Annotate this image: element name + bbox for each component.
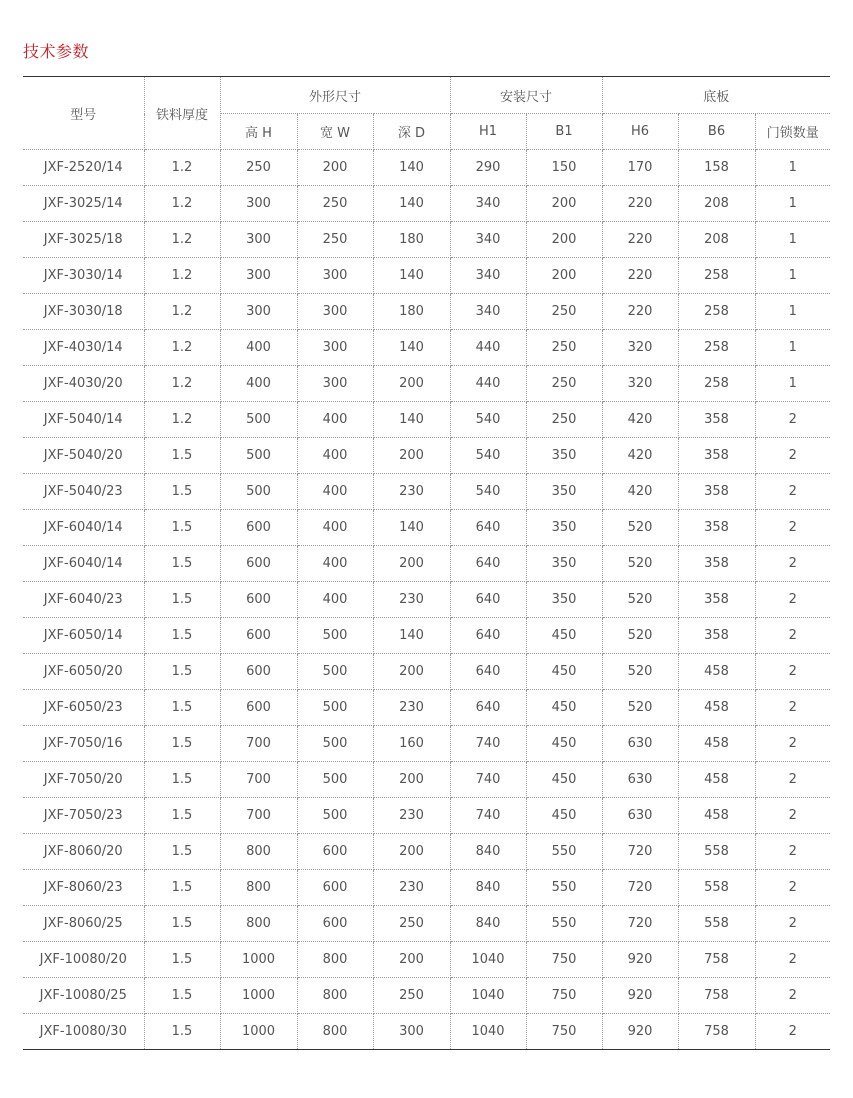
cell-h1: 640 [450, 690, 526, 726]
header-height: 高 H [220, 114, 297, 150]
cell-width: 800 [297, 942, 373, 978]
cell-b1: 350 [526, 438, 602, 474]
cell-thickness: 1.5 [144, 582, 220, 618]
cell-width: 600 [297, 834, 373, 870]
cell-h1: 840 [450, 870, 526, 906]
cell-height: 300 [220, 186, 297, 222]
cell-h1: 840 [450, 834, 526, 870]
cell-b6: 758 [678, 942, 755, 978]
cell-h1: 340 [450, 294, 526, 330]
cell-width: 500 [297, 726, 373, 762]
cell-model: JXF-3030/14 [23, 258, 144, 294]
cell-h6: 630 [602, 798, 678, 834]
cell-h1: 540 [450, 402, 526, 438]
cell-model: JXF-6040/14 [23, 546, 144, 582]
cell-width: 400 [297, 402, 373, 438]
table-row [23, 366, 830, 402]
cell-b6: 558 [678, 870, 755, 906]
cell-h1: 440 [450, 330, 526, 366]
cell-b6: 458 [678, 762, 755, 798]
cell-model: JXF-6040/23 [23, 582, 144, 618]
cell-h1: 340 [450, 222, 526, 258]
cell-b6: 358 [678, 402, 755, 438]
cell-width: 800 [297, 1014, 373, 1050]
cell-height: 500 [220, 402, 297, 438]
cell-height: 400 [220, 330, 297, 366]
cell-thickness: 1.5 [144, 978, 220, 1014]
table-row [23, 762, 830, 798]
cell-b1: 350 [526, 510, 602, 546]
cell-model: JXF-8060/23 [23, 870, 144, 906]
cell-depth: 140 [373, 150, 450, 186]
cell-h6: 520 [602, 510, 678, 546]
cell-thickness: 1.5 [144, 654, 220, 690]
cell-h1: 540 [450, 474, 526, 510]
cell-thickness: 1.5 [144, 1014, 220, 1050]
cell-thickness: 1.2 [144, 150, 220, 186]
cell-model: JXF-8060/25 [23, 906, 144, 942]
cell-h6: 220 [602, 186, 678, 222]
cell-model: JXF-8060/20 [23, 834, 144, 870]
cell-b6: 158 [678, 150, 755, 186]
cell-h6: 220 [602, 222, 678, 258]
header-h6: H6 [602, 114, 678, 150]
cell-lock-count: 2 [755, 762, 830, 798]
cell-height: 1000 [220, 1014, 297, 1050]
table-row [23, 438, 830, 474]
cell-h1: 290 [450, 150, 526, 186]
cell-lock-count: 2 [755, 834, 830, 870]
cell-width: 500 [297, 654, 373, 690]
header-base-plate: 底板 [602, 77, 830, 114]
table-row [23, 690, 830, 726]
cell-b6: 458 [678, 690, 755, 726]
cell-depth: 200 [373, 942, 450, 978]
cell-thickness: 1.5 [144, 474, 220, 510]
cell-depth: 230 [373, 690, 450, 726]
cell-width: 400 [297, 438, 373, 474]
cell-h6: 170 [602, 150, 678, 186]
cell-h6: 520 [602, 618, 678, 654]
cell-thickness: 1.5 [144, 762, 220, 798]
cell-b1: 550 [526, 870, 602, 906]
cell-thickness: 1.5 [144, 798, 220, 834]
cell-model: JXF-10080/25 [23, 978, 144, 1014]
cell-h6: 920 [602, 978, 678, 1014]
cell-thickness: 1.2 [144, 294, 220, 330]
cell-h6: 920 [602, 942, 678, 978]
cell-thickness: 1.5 [144, 618, 220, 654]
cell-h1: 740 [450, 762, 526, 798]
cell-b1: 750 [526, 1014, 602, 1050]
cell-width: 600 [297, 906, 373, 942]
cell-thickness: 1.2 [144, 330, 220, 366]
cell-h6: 520 [602, 582, 678, 618]
table-row [23, 1014, 830, 1050]
cell-h6: 420 [602, 438, 678, 474]
cell-b1: 200 [526, 222, 602, 258]
cell-b1: 550 [526, 906, 602, 942]
cell-h1: 1040 [450, 1014, 526, 1050]
cell-lock-count: 2 [755, 942, 830, 978]
cell-model: JXF-6050/14 [23, 618, 144, 654]
cell-model: JXF-10080/20 [23, 942, 144, 978]
cell-lock-count: 2 [755, 438, 830, 474]
cell-b6: 558 [678, 834, 755, 870]
cell-h6: 520 [602, 654, 678, 690]
cell-depth: 200 [373, 438, 450, 474]
cell-model: JXF-4030/20 [23, 366, 144, 402]
cell-model: JXF-4030/14 [23, 330, 144, 366]
cell-height: 700 [220, 726, 297, 762]
cell-b1: 350 [526, 546, 602, 582]
cell-width: 300 [297, 294, 373, 330]
cell-b1: 450 [526, 798, 602, 834]
cell-model: JXF-5040/23 [23, 474, 144, 510]
cell-lock-count: 2 [755, 870, 830, 906]
cell-height: 500 [220, 438, 297, 474]
table-row [23, 618, 830, 654]
cell-b1: 250 [526, 366, 602, 402]
cell-lock-count: 1 [755, 258, 830, 294]
cell-lock-count: 1 [755, 366, 830, 402]
cell-model: JXF-3025/18 [23, 222, 144, 258]
cell-lock-count: 2 [755, 618, 830, 654]
cell-h6: 520 [602, 690, 678, 726]
cell-depth: 140 [373, 402, 450, 438]
cell-b1: 450 [526, 762, 602, 798]
cell-h1: 640 [450, 618, 526, 654]
cell-b1: 250 [526, 402, 602, 438]
cell-h1: 640 [450, 654, 526, 690]
header-lock-count: 门锁数量 [755, 114, 830, 150]
cell-b6: 358 [678, 546, 755, 582]
cell-depth: 250 [373, 978, 450, 1014]
header-b1: B1 [526, 114, 602, 150]
table-row [23, 978, 830, 1014]
cell-b1: 550 [526, 834, 602, 870]
cell-h6: 320 [602, 330, 678, 366]
header-group-row [23, 77, 830, 114]
cell-width: 500 [297, 762, 373, 798]
cell-model: JXF-6050/20 [23, 654, 144, 690]
table-row [23, 474, 830, 510]
cell-thickness: 1.5 [144, 906, 220, 942]
cell-h1: 740 [450, 798, 526, 834]
cell-h1: 1040 [450, 942, 526, 978]
table-header [23, 77, 830, 150]
cell-thickness: 1.2 [144, 186, 220, 222]
cell-height: 300 [220, 258, 297, 294]
cell-h6: 630 [602, 726, 678, 762]
cell-width: 800 [297, 978, 373, 1014]
header-install-size: 安装尺寸 [450, 77, 602, 114]
cell-lock-count: 1 [755, 294, 830, 330]
cell-b1: 450 [526, 726, 602, 762]
cell-thickness: 1.5 [144, 942, 220, 978]
cell-lock-count: 2 [755, 798, 830, 834]
table-row [23, 186, 830, 222]
table-row [23, 654, 830, 690]
cell-b6: 358 [678, 438, 755, 474]
cell-thickness: 1.5 [144, 726, 220, 762]
cell-height: 500 [220, 474, 297, 510]
table-body [23, 150, 830, 1050]
cell-thickness: 1.5 [144, 438, 220, 474]
cell-depth: 230 [373, 870, 450, 906]
cell-b1: 750 [526, 942, 602, 978]
cell-width: 500 [297, 690, 373, 726]
table-row [23, 906, 830, 942]
cell-thickness: 1.2 [144, 402, 220, 438]
table-row [23, 402, 830, 438]
cell-h1: 340 [450, 258, 526, 294]
table-row [23, 582, 830, 618]
cell-width: 400 [297, 582, 373, 618]
table-row [23, 222, 830, 258]
header-depth: 深 D [373, 114, 450, 150]
cell-height: 700 [220, 762, 297, 798]
cell-model: JXF-6050/23 [23, 690, 144, 726]
cell-thickness: 1.2 [144, 366, 220, 402]
header-width: 宽 W [297, 114, 373, 150]
cell-depth: 180 [373, 222, 450, 258]
cell-depth: 250 [373, 906, 450, 942]
cell-height: 1000 [220, 978, 297, 1014]
cell-b1: 250 [526, 330, 602, 366]
cell-h1: 340 [450, 186, 526, 222]
cell-depth: 180 [373, 294, 450, 330]
cell-model: JXF-5040/14 [23, 402, 144, 438]
cell-h1: 1040 [450, 978, 526, 1014]
cell-h6: 420 [602, 402, 678, 438]
header-outer-size: 外形尺寸 [220, 77, 450, 114]
cell-lock-count: 2 [755, 726, 830, 762]
cell-width: 250 [297, 186, 373, 222]
cell-lock-count: 1 [755, 150, 830, 186]
cell-height: 600 [220, 690, 297, 726]
cell-h6: 220 [602, 258, 678, 294]
cell-b1: 450 [526, 654, 602, 690]
table-row [23, 510, 830, 546]
cell-height: 250 [220, 150, 297, 186]
cell-height: 600 [220, 618, 297, 654]
cell-width: 400 [297, 546, 373, 582]
cell-height: 400 [220, 366, 297, 402]
cell-h6: 220 [602, 294, 678, 330]
cell-lock-count: 2 [755, 474, 830, 510]
cell-thickness: 1.2 [144, 258, 220, 294]
cell-width: 400 [297, 510, 373, 546]
cell-b1: 200 [526, 186, 602, 222]
cell-h1: 640 [450, 546, 526, 582]
cell-b6: 558 [678, 906, 755, 942]
cell-b6: 358 [678, 618, 755, 654]
cell-depth: 140 [373, 510, 450, 546]
cell-depth: 140 [373, 186, 450, 222]
cell-b6: 258 [678, 258, 755, 294]
table-row [23, 870, 830, 906]
cell-height: 300 [220, 222, 297, 258]
table-row [23, 942, 830, 978]
cell-b6: 208 [678, 222, 755, 258]
cell-lock-count: 2 [755, 402, 830, 438]
cell-b6: 358 [678, 582, 755, 618]
cell-model: JXF-10080/30 [23, 1014, 144, 1050]
header-thickness: 铁料厚度 [144, 77, 220, 150]
cell-b6: 358 [678, 474, 755, 510]
table-row [23, 330, 830, 366]
cell-height: 600 [220, 582, 297, 618]
cell-h6: 920 [602, 1014, 678, 1050]
cell-height: 800 [220, 870, 297, 906]
cell-thickness: 1.5 [144, 546, 220, 582]
cell-depth: 200 [373, 834, 450, 870]
cell-width: 400 [297, 474, 373, 510]
cell-lock-count: 1 [755, 186, 830, 222]
cell-b1: 150 [526, 150, 602, 186]
cell-b6: 758 [678, 1014, 755, 1050]
spec-table [23, 76, 830, 1050]
cell-b6: 258 [678, 366, 755, 402]
table-row [23, 294, 830, 330]
cell-h1: 540 [450, 438, 526, 474]
cell-width: 300 [297, 330, 373, 366]
cell-b6: 208 [678, 186, 755, 222]
cell-model: JXF-3025/14 [23, 186, 144, 222]
cell-h6: 720 [602, 906, 678, 942]
cell-h1: 740 [450, 726, 526, 762]
cell-model: JXF-6040/14 [23, 510, 144, 546]
cell-width: 200 [297, 150, 373, 186]
cell-width: 500 [297, 618, 373, 654]
cell-b1: 750 [526, 978, 602, 1014]
cell-h1: 640 [450, 582, 526, 618]
cell-b6: 458 [678, 654, 755, 690]
cell-b1: 450 [526, 618, 602, 654]
header-h1: H1 [450, 114, 526, 150]
cell-thickness: 1.5 [144, 870, 220, 906]
cell-depth: 230 [373, 798, 450, 834]
cell-height: 600 [220, 510, 297, 546]
cell-lock-count: 2 [755, 546, 830, 582]
cell-depth: 160 [373, 726, 450, 762]
cell-b6: 758 [678, 978, 755, 1014]
cell-b6: 258 [678, 330, 755, 366]
cell-width: 500 [297, 798, 373, 834]
cell-model: JXF-7050/20 [23, 762, 144, 798]
cell-h6: 720 [602, 834, 678, 870]
cell-depth: 140 [373, 330, 450, 366]
cell-height: 600 [220, 654, 297, 690]
cell-h1: 840 [450, 906, 526, 942]
cell-h1: 640 [450, 510, 526, 546]
cell-depth: 230 [373, 474, 450, 510]
table-row [23, 726, 830, 762]
cell-width: 250 [297, 222, 373, 258]
cell-lock-count: 2 [755, 978, 830, 1014]
table-row [23, 834, 830, 870]
cell-depth: 300 [373, 1014, 450, 1050]
cell-lock-count: 2 [755, 582, 830, 618]
cell-lock-count: 1 [755, 222, 830, 258]
cell-thickness: 1.5 [144, 510, 220, 546]
header-b6: B6 [678, 114, 755, 150]
table-row [23, 150, 830, 186]
cell-lock-count: 1 [755, 330, 830, 366]
cell-depth: 200 [373, 546, 450, 582]
cell-depth: 200 [373, 366, 450, 402]
cell-width: 300 [297, 258, 373, 294]
cell-model: JXF-7050/16 [23, 726, 144, 762]
cell-depth: 140 [373, 618, 450, 654]
cell-b6: 458 [678, 798, 755, 834]
cell-height: 700 [220, 798, 297, 834]
cell-h6: 720 [602, 870, 678, 906]
cell-depth: 140 [373, 258, 450, 294]
cell-height: 300 [220, 294, 297, 330]
cell-height: 600 [220, 546, 297, 582]
cell-depth: 200 [373, 762, 450, 798]
cell-h6: 320 [602, 366, 678, 402]
cell-b1: 200 [526, 258, 602, 294]
cell-depth: 230 [373, 582, 450, 618]
cell-model: JXF-7050/23 [23, 798, 144, 834]
cell-thickness: 1.5 [144, 690, 220, 726]
table-row [23, 258, 830, 294]
cell-lock-count: 2 [755, 906, 830, 942]
cell-b1: 350 [526, 474, 602, 510]
cell-h1: 440 [450, 366, 526, 402]
cell-lock-count: 2 [755, 510, 830, 546]
cell-height: 800 [220, 906, 297, 942]
cell-lock-count: 2 [755, 654, 830, 690]
table-row [23, 798, 830, 834]
cell-model: JXF-5040/20 [23, 438, 144, 474]
cell-lock-count: 2 [755, 690, 830, 726]
section-title: 技术参数 [23, 42, 90, 61]
cell-h6: 630 [602, 762, 678, 798]
cell-b1: 350 [526, 582, 602, 618]
cell-height: 800 [220, 834, 297, 870]
cell-b6: 458 [678, 726, 755, 762]
cell-width: 300 [297, 366, 373, 402]
cell-b1: 250 [526, 294, 602, 330]
cell-h6: 420 [602, 474, 678, 510]
cell-width: 600 [297, 870, 373, 906]
cell-b6: 258 [678, 294, 755, 330]
cell-model: JXF-3030/18 [23, 294, 144, 330]
cell-lock-count: 2 [788, 1024, 797, 1039]
cell-thickness: 1.2 [144, 222, 220, 258]
cell-height: 1000 [220, 942, 297, 978]
cell-model: JXF-2520/14 [23, 150, 144, 186]
cell-thickness: 1.5 [144, 834, 220, 870]
table-row [23, 546, 830, 582]
cell-b6: 358 [678, 510, 755, 546]
cell-h6: 520 [602, 546, 678, 582]
cell-b1: 450 [526, 690, 602, 726]
cell-depth: 200 [373, 654, 450, 690]
header-model: 型号 [23, 77, 144, 150]
